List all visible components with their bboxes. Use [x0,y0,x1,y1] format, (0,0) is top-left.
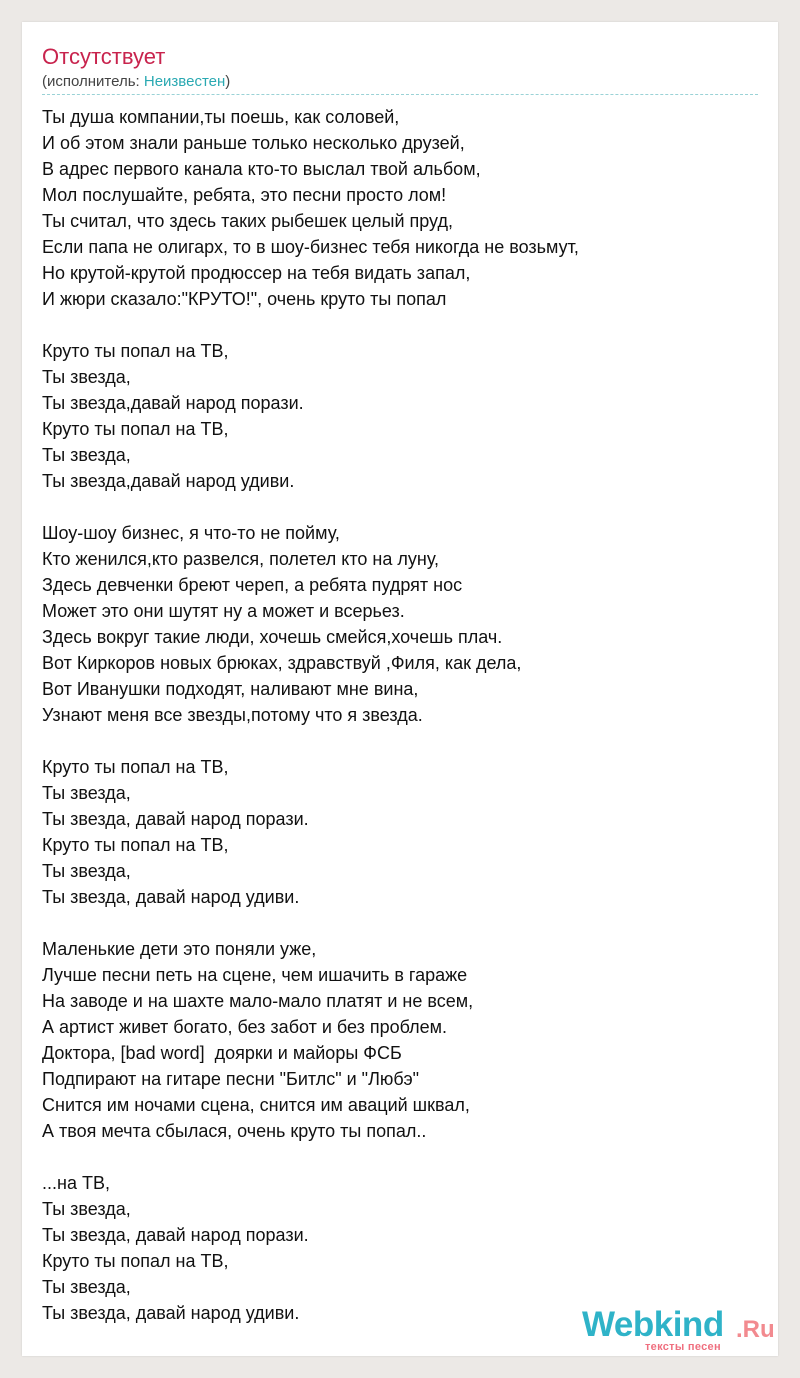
lyric-line: Вот Иванушки подходят, наливают мне вина, [42,679,419,699]
lyric-line: Если папа не олигарх, то в шоу-бизнес тебя никогда не возьмут, [42,237,579,257]
artist-line [42,73,230,91]
lyric-line: Ты звезда, давай народ порази. [42,809,309,829]
lyric-line: В адрес первого канала кто-то выслал твой альбом, [42,159,481,179]
lyric-line: И жюри сказало:"КРУТО!", очень круто ты попал [42,289,447,309]
lyric-line: Круто ты попал на ТВ, [42,835,229,855]
stanza-break [42,1144,758,1170]
stanza-break [42,312,758,338]
lyric-line: Ты душа компании,ты поешь, как соловей, [42,107,400,127]
lyric-line: Ты звезда, давай народ удиви. [42,1303,300,1323]
lyric-line: Ты считал, что здесь таких рыбешек целый пруд, [42,211,453,231]
lyric-line: Ты звезда, [42,1199,131,1219]
lyric-line: Круто ты попал на ТВ, [42,1251,229,1271]
lyrics-text [42,104,758,1326]
lyric-line: А твоя мечта сбылася, очень круто ты попал.. [42,1121,427,1141]
lyric-line: Ты звезда, [42,783,131,803]
artist-suffix: ) [225,73,231,90]
lyric-line: Круто ты попал на ТВ, [42,341,229,361]
artist-link[interactable]: Неизвестен [143,73,226,90]
lyric-line: Ты звезда, [42,367,131,387]
lyrics-card [22,22,778,1356]
lyric-line: Ты звезда, [42,861,131,881]
lyric-line: Ты звезда, [42,445,131,465]
artist-prefix: (исполнитель: [42,73,144,90]
lyric-line: Ты звезда,давай народ удиви. [42,471,295,491]
lyric-line: Подпирают на гитаре песни "Битлс" и "Любэ" [42,1069,420,1089]
lyric-line: Ты звезда, [42,1277,131,1297]
lyric-line: Мол послушайте, ребята, это песни просто лом! [42,185,447,205]
lyric-line: Шоу-шоу бизнес, я что-то не пойму, [42,523,340,543]
lyric-line: Может это они шутят ну а может и всерьез. [42,601,405,621]
lyric-line: Снится им ночами сцена, снится им аваций шквал, [42,1095,470,1115]
lyric-line: Ты звезда,давай народ порази. [42,393,304,413]
lyric-line: Но крутой-крутой продюссер на тебя видать запал, [42,263,471,283]
lyric-line: Здесь девченки бреют череп, а ребята пудрят нос [42,575,463,595]
lyric-line: Вот Киркоров новых брюках, здравствуй ,Филя, как дела, [42,653,522,673]
lyric-line: Доктора, [bad word] доярки и майоры ФСБ [42,1043,402,1063]
lyric-line: Здесь вокруг такие люди, хочешь смейся,хочешь плач. [42,627,503,647]
lyric-line: Узнают меня все звезды,потому что я звезда. [42,705,423,725]
lyric-line: Лучше песни петь на сцене, чем ишачить в гараже [42,965,468,985]
lyric-line: ...на ТВ, [42,1173,110,1193]
lyric-line: Кто женился,кто развелся, полетел кто на луну, [42,549,440,569]
stanza-break [42,728,758,754]
lyric-line: Ты звезда, давай народ удиви. [42,887,300,907]
title-divider [42,94,758,95]
stanza-break [42,494,758,520]
lyric-line: Круто ты попал на ТВ, [42,757,229,777]
song-title: Отсутствует [42,44,166,69]
lyric-line: И об этом знали раньше только несколько друзей, [42,133,465,153]
lyric-line: Ты звезда, давай народ порази. [42,1225,309,1245]
site-logo[interactable] [582,1305,775,1353]
lyric-line: На заводе и на шахте мало-мало платят и не всем, [42,991,474,1011]
lyric-line: Круто ты попал на ТВ, [42,419,229,439]
logo-subtitle: тексты песен [645,1341,721,1353]
lyric-line: Маленькие дети это поняли уже, [42,939,317,959]
stanza-break [42,910,758,936]
lyric-line: А артист живет богато, без забот и без проблем. [42,1017,448,1037]
logo-domain: .Ru [736,1316,775,1343]
logo-wordmark: Webkind [582,1305,724,1344]
